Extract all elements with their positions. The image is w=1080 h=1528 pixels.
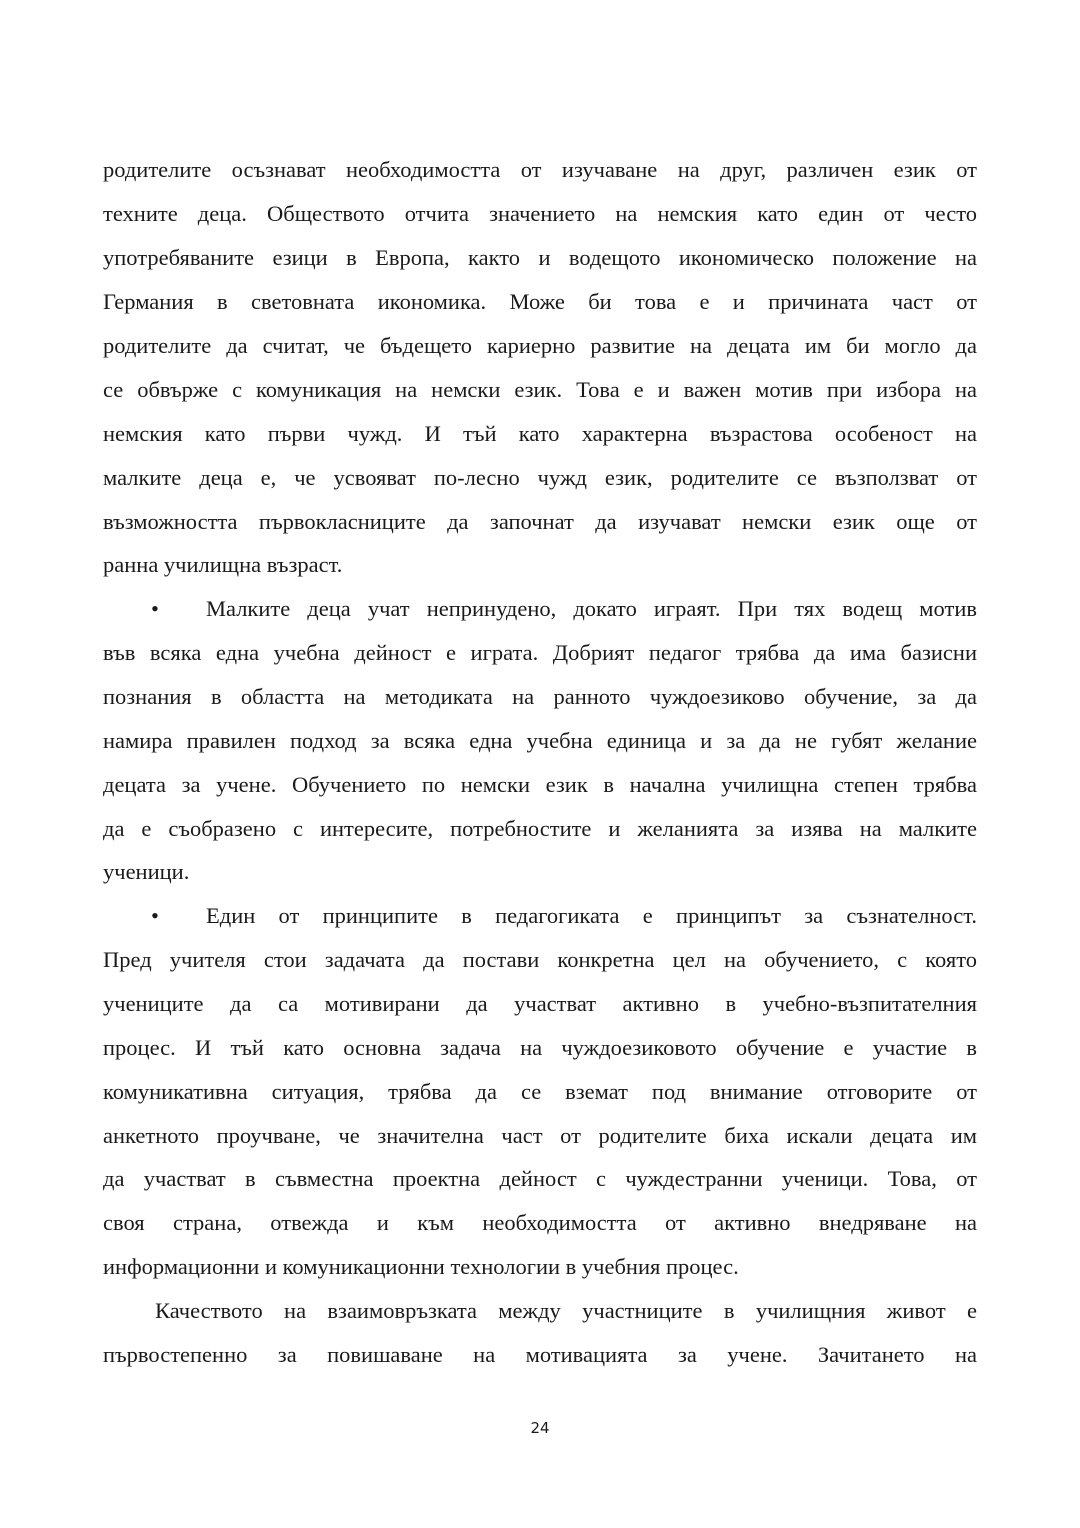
- text-line: ученици.: [103, 859, 190, 884]
- bullet-marker: •: [151, 903, 159, 928]
- text-line: немския като първи чужд. И тъй като характерна възрастова особеност на: [103, 421, 977, 446]
- text-line: Един от принципите в педагогиката е принципът за съзнателност.: [206, 903, 977, 928]
- text-line: Пред учителя стои задачата да постави конкретна цел на обучението, с която: [103, 947, 977, 972]
- bullet-marker: •: [151, 596, 159, 621]
- text-line: своя страна, отвежда и към необходимостта от активно внедряване на: [103, 1210, 977, 1235]
- text-line: децата за учене. Обучението по немски език в начална училищна степен трябва: [103, 772, 977, 797]
- page-number: 24: [530, 1419, 550, 1437]
- text-line: родителите да считат, че бъдещето кариерно развитие на децата им би могло да: [103, 333, 977, 358]
- text-line: познания в областта на методиката на ранното чуждоезиково обучение, за да: [103, 684, 977, 709]
- text-line: малките деца е, че усвояват по-лесно чужд език, родителите се възползват от: [103, 465, 977, 490]
- text-line: употребяваните езици в Европа, както и водещото икономическо положение на: [103, 245, 977, 270]
- text-line: анкетното проучване, че значителна част от родителите биха искали децата им: [103, 1123, 977, 1148]
- text-line: първостепенно за повишаване на мотивацията за учене. Зачитането на: [103, 1342, 977, 1367]
- text-line: комуникативна ситуация, трябва да се вземат под внимание отговорите от: [103, 1079, 977, 1104]
- text-line: информационни и комуникационни технологии в учебния процес.: [103, 1254, 739, 1279]
- text-line: Германия в световната икономика. Може би това е и причината част от: [103, 289, 977, 314]
- text-line: ранна училищна възраст.: [103, 552, 343, 577]
- text-line: учениците да са мотивирани да участват активно в учебно-възпитателния: [103, 991, 977, 1016]
- text-line: техните деца. Обществото отчита значението на немския като един от често: [103, 201, 977, 226]
- text-line: да е съобразено с интересите, потребностите и желанията за изява на малките: [103, 816, 977, 841]
- text-line: да участват в съвместна проектна дейност с чуждестранни ученици. Това, от: [103, 1166, 977, 1191]
- text-line: във всяка една учебна дейност е играта. Добрият педагог трябва да има базисни: [103, 640, 977, 665]
- text-line: Качеството на взаимовръзката между участниците в училищния живот е: [155, 1298, 977, 1323]
- text-line: възможността първокласниците да започнат да изучават немски език още от: [103, 509, 977, 534]
- text-line: процес. И тъй като основна задача на чуждоезиковото обучение е участие в: [103, 1035, 977, 1060]
- text-line: намира правилен подход за всяка една учебна единица и за да не губят желание: [103, 728, 977, 753]
- text-line: родителите осъзнават необходимостта от изучаване на друг, различен език от: [103, 157, 977, 182]
- text-line: Малките деца учат непринудено, докато играят. При тях водещ мотив: [206, 596, 977, 621]
- text-line: се обвърже с комуникация на немски език. Това е и важен мотив при избора на: [103, 377, 977, 402]
